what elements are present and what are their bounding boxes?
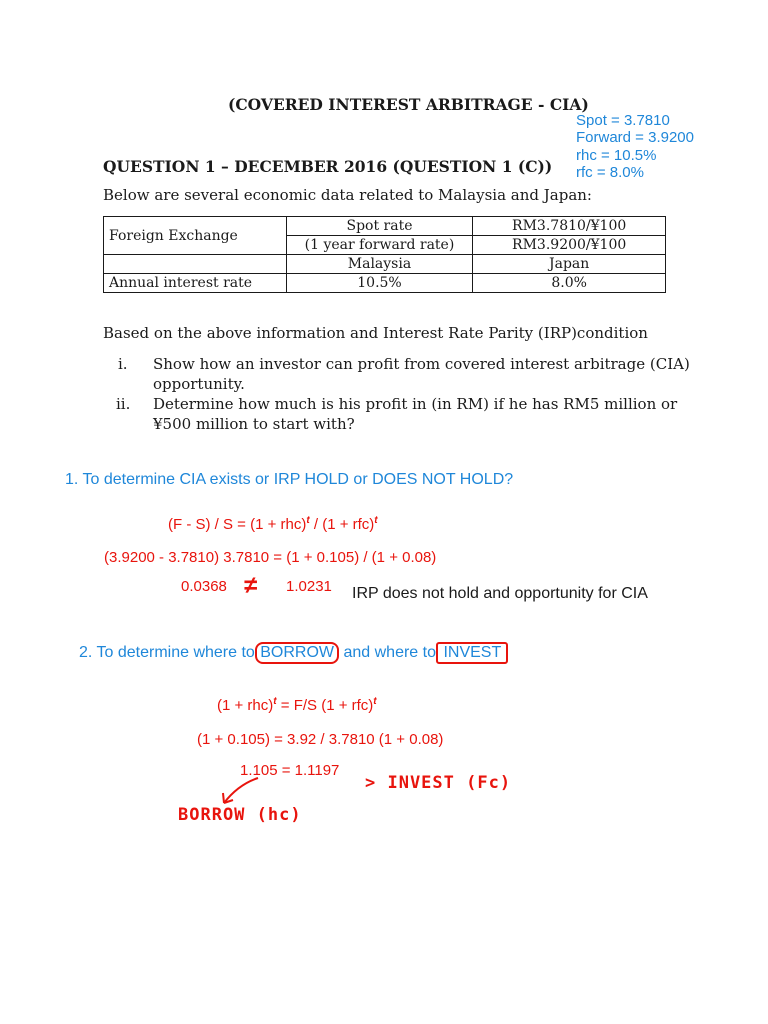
- formula-b: = F/S (1 + rfc): [276, 697, 374, 714]
- given-rhc: rhc = 10.5%: [576, 147, 657, 164]
- formula-a: (1 + rhc): [217, 697, 274, 714]
- interest-label-cell: Annual interest rate: [104, 274, 287, 293]
- table-row: [104, 255, 666, 274]
- step1-formula: [168, 515, 378, 533]
- fx-label-cell: Foreign Exchange: [104, 217, 287, 255]
- rate-japan-cell: 8.0%: [473, 274, 666, 293]
- exponent-t: t: [373, 696, 377, 707]
- exponent-t: t: [374, 515, 378, 526]
- question-text: Determine how much is his profit in (in RM) if he has RM5 million or: [153, 395, 678, 413]
- forward-value-cell: RM3.9200/¥100: [473, 236, 666, 255]
- invest-fc-note: > INVEST (Fc): [365, 773, 512, 793]
- formula-right: / (1 + rfc): [309, 516, 375, 533]
- step2-substituted: (1 + 0.105) = 3.92 / 3.7810 (1 + 0.08): [197, 731, 444, 748]
- borrow-hc-note: BORROW (hc): [178, 805, 302, 825]
- step1-heading: 1. To determine CIA exists or IRP HOLD or DOES NOT HOLD?: [65, 471, 514, 488]
- heading-pre: 2. To determine where to: [79, 644, 260, 661]
- step1-conclusion: IRP does not hold and opportunity for CIA: [352, 585, 648, 602]
- intro-text: Below are several economic data related to Malaysia and Japan:: [103, 186, 592, 204]
- not-equal-icon: ≠: [244, 572, 258, 599]
- step2-formula: [217, 696, 377, 714]
- spot-rate-label-cell: Spot rate: [286, 217, 473, 236]
- question-number: ii.: [116, 395, 131, 413]
- borrow-circled: BORROW: [255, 642, 339, 664]
- forward-rate-label-cell: (1 year forward rate): [286, 236, 473, 255]
- invest-boxed: INVEST: [436, 642, 508, 664]
- question-text: ¥500 million to start with?: [153, 415, 355, 433]
- step1-left-value: 0.0368: [181, 578, 227, 595]
- col-japan-cell: Japan: [473, 255, 666, 274]
- question-text: Show how an investor can profit from covered interest arbitrage (CIA): [153, 355, 690, 373]
- irp-condition-text: Based on the above information and Interest Rate Parity (IRP)condition: [103, 324, 648, 342]
- step1-substituted: (3.9200 - 3.7810) 3.7810 = (1 + 0.105) / (1 + 0.08): [104, 549, 437, 566]
- question-heading: QUESTION 1 – DECEMBER 2016 (QUESTION 1 (C)): [103, 157, 553, 176]
- step1-right-value: 1.0231: [286, 578, 332, 595]
- given-rfc: rfc = 8.0%: [576, 164, 644, 181]
- economic-data-table: [103, 216, 666, 293]
- given-spot: Spot = 3.7810: [576, 112, 670, 129]
- table-row: [104, 274, 666, 293]
- empty-cell: [104, 255, 287, 274]
- heading-mid: and where to: [339, 644, 441, 661]
- spot-value-cell: RM3.7810/¥100: [473, 217, 666, 236]
- step2-heading: [79, 642, 508, 664]
- step2-result: 1.105 = 1.1197: [240, 762, 340, 779]
- col-malaysia-cell: Malaysia: [286, 255, 473, 274]
- table-row: [104, 217, 666, 236]
- given-forward: Forward = 3.9200: [576, 129, 694, 146]
- question-text: opportunity.: [153, 375, 245, 393]
- question-number: i.: [118, 355, 128, 373]
- exponent-t: t: [306, 515, 310, 526]
- rate-malaysia-cell: 10.5%: [286, 274, 473, 293]
- exponent-t: t: [273, 696, 277, 707]
- formula-left: (F - S) / S = (1 + rhc): [168, 516, 307, 533]
- document-title: (COVERED INTEREST ARBITRAGE - CIA): [228, 95, 589, 114]
